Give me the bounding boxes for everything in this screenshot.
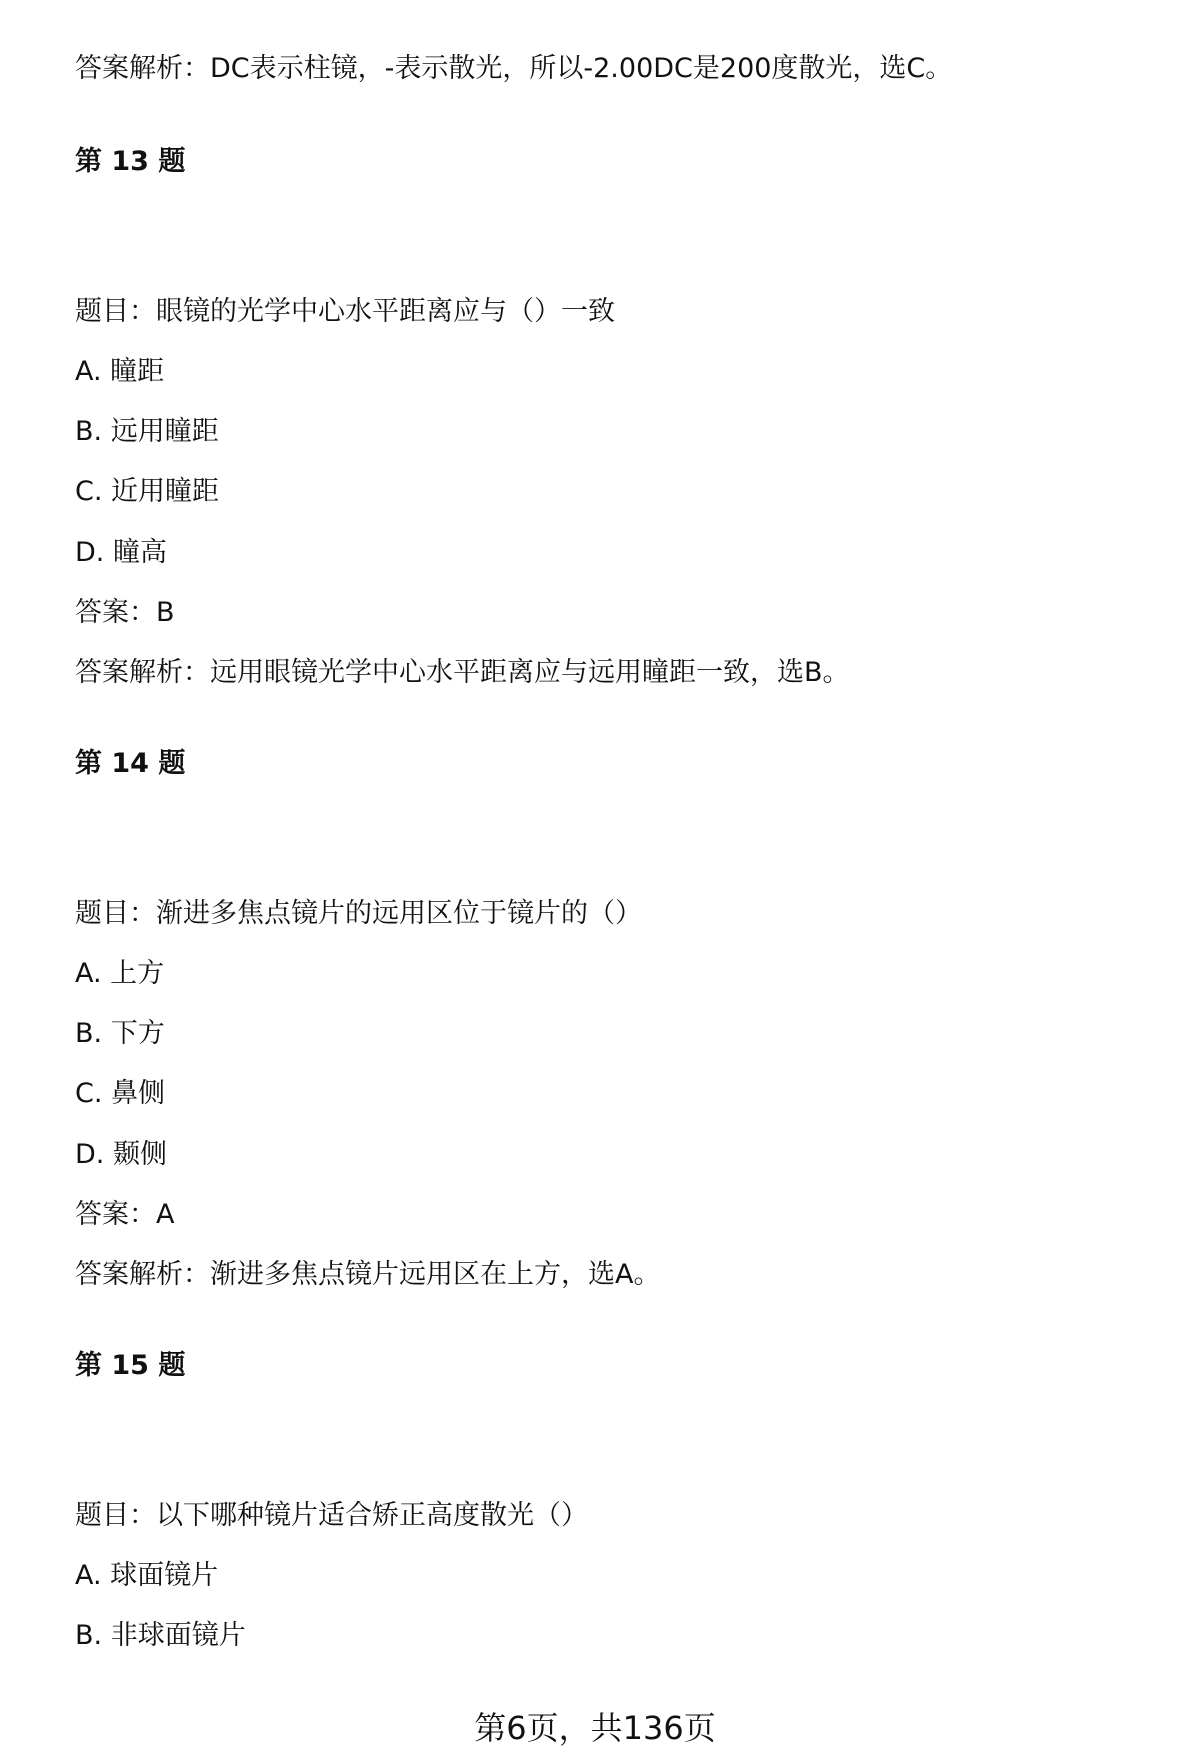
question-heading: 第 13 题 [75,146,186,177]
question-heading: 第 14 题 [75,748,186,779]
option-a: A. 瞳距 [75,356,165,387]
question-heading: 第 15 题 [75,1350,186,1381]
answer-text: 答案：A [75,1199,175,1230]
question-prompt: 题目：以下哪种镜片适合矫正高度散光（） [75,1500,588,1531]
explanation-text: 答案解析：渐进多焦点镜片远用区在上方，选A。 [75,1259,661,1290]
option-c: C. 鼻侧 [75,1078,166,1109]
question-prompt: 题目：渐进多焦点镜片的远用区位于镜片的（） [75,898,642,929]
option-b: B. 下方 [75,1018,165,1049]
option-d: D. 瞳高 [75,537,167,568]
page-number-footer: 第6页，共136页 [474,1709,716,1747]
answer-text: 答案：B [75,597,175,628]
explanation-text: 答案解析：远用眼镜光学中心水平距离应与远用瞳距一致，选B。 [75,657,850,688]
option-a: A. 上方 [75,958,165,989]
question-prompt: 题目：眼镜的光学中心水平距离应与（）一致 [75,296,615,327]
option-a: A. 球面镜片 [75,1560,219,1591]
option-b: B. 远用瞳距 [75,416,219,447]
explanation-text: 答案解析：DC表示柱镜，-表示散光，所以-2.00DC是200度散光，选C。 [75,53,953,84]
option-c: C. 近用瞳距 [75,476,220,507]
option-b: B. 非球面镜片 [75,1620,246,1651]
option-d: D. 颞侧 [75,1139,167,1170]
